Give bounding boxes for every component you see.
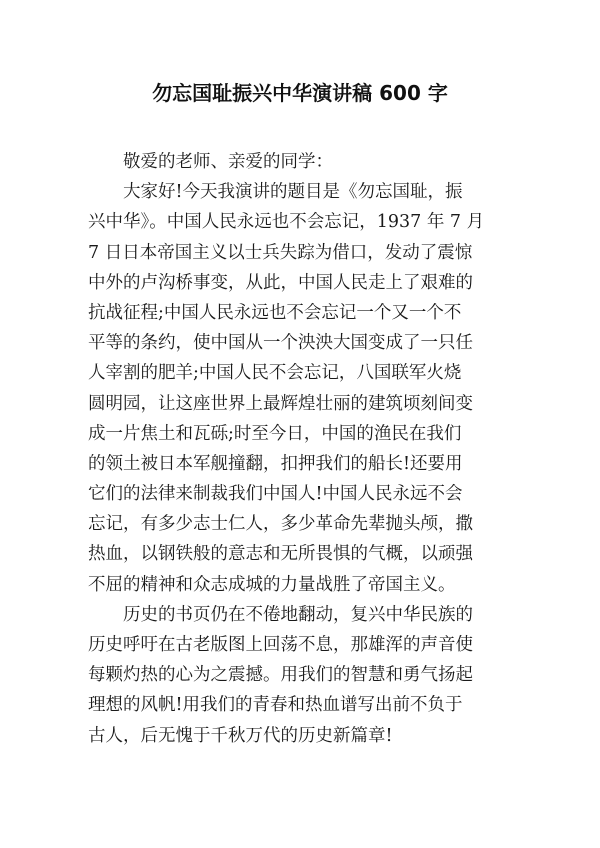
document-body	[88, 147, 518, 751]
paragraph-line: 历史的书页仍在不倦地翻动，复兴中华民族的	[123, 604, 473, 625]
paragraph-line: 历史呼吁在古老版图上回荡不息，那雄浑的声音使	[88, 635, 473, 655]
paragraph-line: 理想的风帆!用我们的青春和热血谱写出前不负于	[88, 695, 463, 716]
paragraph-line: 热血，以钢铁般的意志和无所畏惧的气概，以顽强	[88, 544, 473, 565]
document-title: 勿忘国耻振兴中华演讲稿 600 字	[152, 81, 448, 105]
paragraph-line: 兴中华》。中国人民永远也不会忘记，1937 年 7 月	[88, 212, 485, 233]
paragraph-line: 每颗灼热的心为之震撼。用我们的智慧和勇气扬起	[88, 665, 473, 686]
paragraph-line: 圆明园，让这座世界上最辉煌壮丽的建筑顷刻间变	[88, 393, 473, 414]
paragraph-line: 它们的法律来制裁我们中国人!中国人民永远不会	[88, 484, 463, 505]
salutation-line: 敬爱的老师、亲爱的同学：	[123, 152, 333, 172]
paragraph-line: 的领土被日本军舰撞翻，扣押我们的船长!还要用	[88, 453, 463, 474]
paragraph-line: 古人，后无愧于千秋万代的历史新篇章!	[88, 725, 393, 746]
paragraph-line: 不屈的精神和众志成城的力量战胜了帝国主义。	[88, 574, 456, 595]
paragraph-line: 忘记，有多少志士仁人，多少革命先辈抛头颅，撒	[88, 514, 473, 535]
paragraph-line: 成一片焦土和瓦砾;时至今日，中国的渔民在我们	[88, 423, 462, 444]
paragraph-line: 中外的卢沟桥事变，从此，中国人民走上了艰难的	[88, 272, 473, 293]
paragraph-line: 抗战征程;中国人民永远也不会忘记一个又一个不	[88, 302, 462, 323]
paragraph-line: 7 日日本帝国主义以士兵失踪为借口，发动了震惊	[88, 242, 473, 263]
paragraph-line: 大家好!今天我演讲的题目是《勿忘国耻，振	[123, 182, 463, 203]
paragraph-line: 人宰割的肥羊;中国人民不会忘记，八国联军火烧	[88, 363, 462, 384]
paragraph-line: 平等的条约，使中国从一个泱泱大国变成了一只任	[88, 333, 473, 354]
